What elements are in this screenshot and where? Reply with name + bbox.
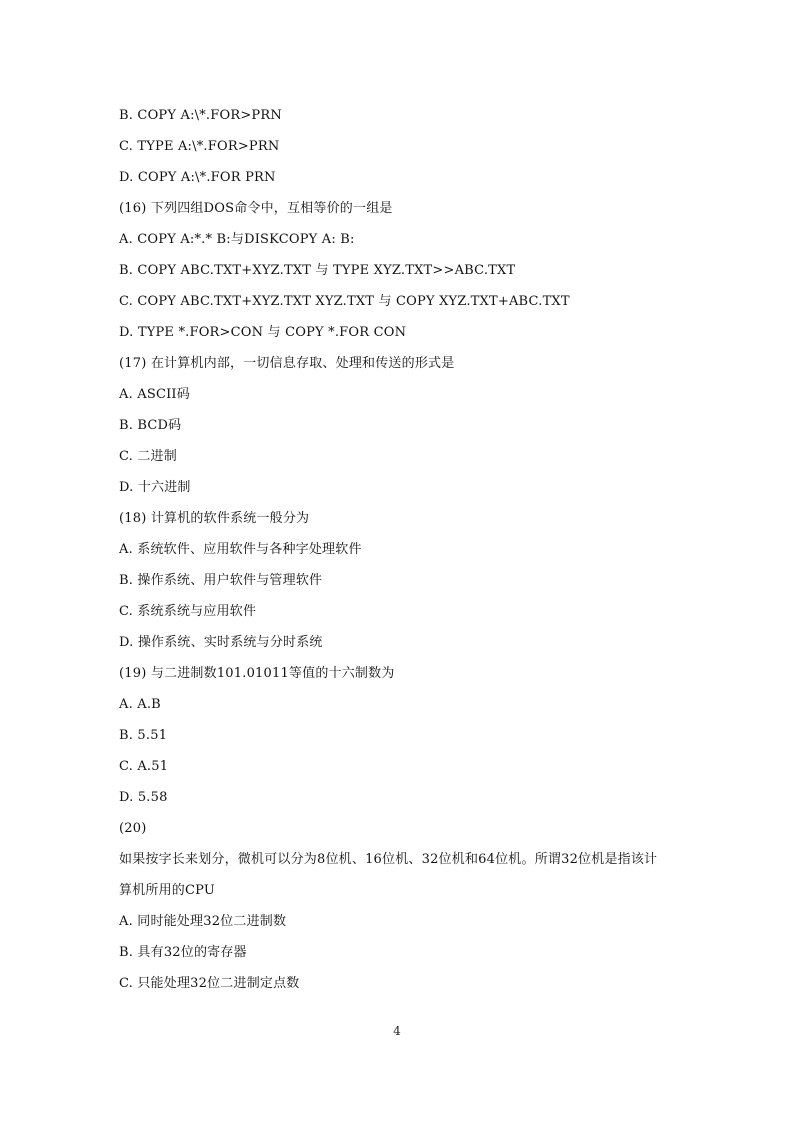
option-line: D. 5.58 xyxy=(119,790,168,805)
question-text-continuation: 算机所用的CPU xyxy=(119,883,216,898)
question-line: (16) 下列四组DOS命令中，互相等价的一组是 xyxy=(119,201,393,216)
option-line: C. 系统系统与应用软件 xyxy=(119,604,257,619)
option-line: C. 二进制 xyxy=(119,449,177,464)
option-line: A. 系统软件、应用软件与各种字处理软件 xyxy=(119,542,362,557)
option-line: C. COPY ABC.TXT+XYZ.TXT XYZ.TXT 与 COPY XYZ.TXT+ABC.TXT xyxy=(119,294,570,309)
option-line: B. 操作系统、用户软件与管理软件 xyxy=(119,573,323,588)
page-number: 4 xyxy=(393,1024,401,1038)
option-line: C. A.51 xyxy=(119,759,169,774)
option-line: B. 5.51 xyxy=(119,728,168,743)
option-line: B. COPY A:\*.FOR>PRN xyxy=(119,108,282,123)
option-line: B. COPY ABC.TXT+XYZ.TXT 与 TYPE XYZ.TXT>>ABC.TXT xyxy=(119,263,516,278)
question-line: (17) 在计算机内部，一切信息存取、处理和传送的形式是 xyxy=(119,356,455,371)
option-line: C. 只能处理32位二进制定点数 xyxy=(119,976,300,991)
option-line: D. TYPE *.FOR>CON 与 COPY *.FOR CON xyxy=(119,325,407,340)
option-line: D. COPY A:\*.FOR PRN xyxy=(119,170,276,185)
option-line: A. A.B xyxy=(119,697,161,712)
question-text: 如果按字长来划分，微机可以分为8位机、16位机、32位机和64位机。所谓32位机是指该计 xyxy=(119,852,658,867)
question-number: (20) xyxy=(119,821,147,836)
question-line: (18) 计算机的软件系统一般分为 xyxy=(119,511,310,526)
question-line: (19) 与二进制数101.01011等值的十六制数为 xyxy=(119,666,395,681)
option-line: B. 具有32位的寄存器 xyxy=(119,945,247,960)
option-line: A. ASCII码 xyxy=(119,387,190,402)
option-line: D. 操作系统、实时系统与分时系统 xyxy=(119,635,323,650)
option-line: D. 十六进制 xyxy=(119,480,191,495)
option-line: A. COPY A:*.* B:与DISKCOPY A: B: xyxy=(119,232,355,247)
option-line: C. TYPE A:\*.FOR>PRN xyxy=(119,139,280,154)
option-line: B. BCD码 xyxy=(119,418,182,433)
page-content xyxy=(119,100,679,999)
option-line: A. 同时能处理32位二进制数 xyxy=(119,914,287,929)
